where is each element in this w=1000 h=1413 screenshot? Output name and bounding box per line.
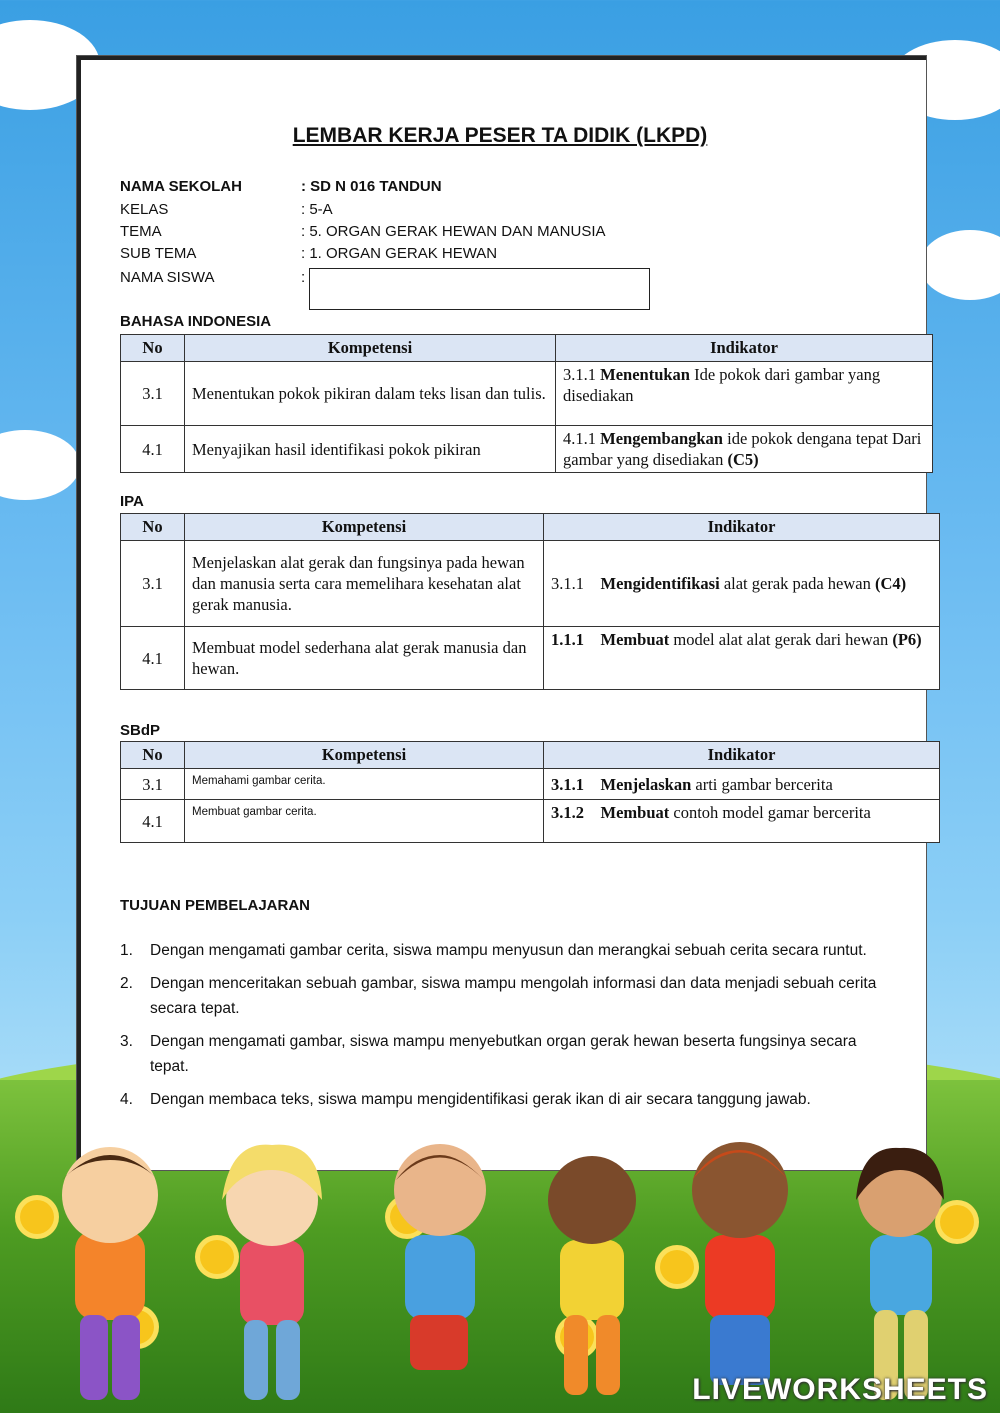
cell-no: 3.1 (121, 362, 185, 426)
list-item: 1. Dengan mengamati gambar cerita, siswa mampu menyusun dan merangkai sebuah cerita secara runtut. (120, 942, 867, 959)
cell-kompetensi: Membuat model sederhana alat gerak manusia dan hewan. (185, 627, 544, 690)
table-row (121, 426, 933, 473)
cell-kompetensi: Menjelaskan alat gerak dan fungsinya pada hewan dan manusia serta cara memelihara kesehatan alat gerak manusia. (185, 541, 544, 627)
cell-no: 3.1 (121, 769, 185, 800)
header-kompetensi: Kompetensi (185, 514, 544, 541)
cell-no: 4.1 (121, 800, 185, 843)
info-label-subtheme: SUB TEMA (120, 245, 197, 262)
table-bahasa (120, 334, 933, 473)
student-name-input[interactable] (309, 268, 650, 310)
cell-indikator: 3.1.1 Menjelaskan arti gambar bercerita (544, 769, 940, 800)
cell-no: 4.1 (121, 426, 185, 473)
header-indikator: Indikator (556, 335, 933, 362)
cell-indikator: 4.1.1 Mengembangkan ide pokok dengana tepat Dari gambar yang disediakan (C5) (556, 426, 933, 473)
header-no: No (121, 335, 185, 362)
watermark-logo: LIVEWORKSHEETS (692, 1373, 988, 1406)
cloud (0, 430, 80, 500)
info-value-class: : 5-A (301, 201, 333, 218)
cell-kompetensi: Menyajikan hasil identifikasi pokok pikiran (185, 426, 556, 473)
list-item: 2. Dengan menceritakan sebuah gambar, siswa mampu mengolah informasi dan data menjadi sebuah cerita secara tepat. (120, 975, 877, 1017)
table-sbdp (120, 741, 940, 843)
cloud (920, 230, 1000, 300)
table-row (121, 627, 940, 690)
cell-indikator: 3.1.1 Menentukan Ide pokok dari gambar yang disediakan (556, 362, 933, 426)
section-title-tujuan: TUJUAN PEMBELAJARAN (120, 897, 311, 914)
tujuan-list (120, 938, 890, 1120)
header-indikator: Indikator (544, 742, 940, 769)
header-no: No (121, 514, 185, 541)
kid-illustration (548, 1156, 636, 1395)
table-row (121, 541, 940, 627)
info-value-school: : SD N 016 TANDUN (301, 178, 442, 195)
kid-illustration (856, 1148, 944, 1400)
cell-kompetensi: Menentukan pokok pikiran dalam teks lisan dan tulis. (185, 362, 556, 426)
header-kompetensi: Kompetensi (185, 335, 556, 362)
page-title: LEMBAR KERJA PESER TA DIDIK (LKPD) (292, 124, 708, 147)
table-row (121, 769, 940, 800)
header-no: No (121, 742, 185, 769)
kid-illustration (692, 1142, 788, 1385)
children-illustration (0, 1120, 1000, 1413)
list-item: 4. Dengan membaca teks, siswa mampu mengidentifikasi gerak ikan di air secara tanggung jawab. (120, 1091, 811, 1108)
kid-illustration (394, 1144, 486, 1370)
cell-indikator: 1.1.1 Membuat model alat alat gerak dari hewan (P6) (544, 627, 940, 690)
table-row (121, 362, 933, 426)
info-label-theme: TEMA (120, 223, 162, 240)
cell-kompetensi: Memahami gambar cerita. (185, 769, 544, 800)
header-indikator: Indikator (544, 514, 940, 541)
table-ipa (120, 513, 940, 690)
list-item: 3. Dengan mengamati gambar, siswa mampu menyebutkan organ gerak hewan beserta fungsinya secara tepat. (120, 1033, 857, 1075)
cell-no: 4.1 (121, 627, 185, 690)
info-label-student: NAMA SISWA (120, 269, 215, 286)
section-title-ipa: IPA (120, 493, 144, 510)
cell-indikator: 3.1.2 Membuat contoh model gamar bercerita (544, 800, 940, 843)
cell-no: 3.1 (121, 541, 185, 627)
table-row (121, 800, 940, 843)
info-label-school: NAMA SEKOLAH (120, 178, 242, 195)
cell-kompetensi: Membuat gambar cerita. (185, 800, 544, 843)
section-title-sbdp: SBdP (120, 722, 161, 739)
kid-illustration (222, 1145, 322, 1400)
cell-indikator: 3.1.1 Mengidentifikasi alat gerak pada hewan (C4) (544, 541, 940, 627)
info-colon-student: : (301, 269, 306, 286)
info-value-subtheme: : 1. ORGAN GERAK HEWAN (301, 245, 498, 262)
section-title-bahasa: BAHASA INDONESIA (120, 313, 272, 330)
header-kompetensi: Kompetensi (185, 742, 544, 769)
kid-illustration (62, 1147, 158, 1400)
info-value-theme: : 5. ORGAN GERAK HEWAN DAN MANUSIA (301, 223, 606, 240)
info-label-class: KELAS (120, 201, 169, 218)
